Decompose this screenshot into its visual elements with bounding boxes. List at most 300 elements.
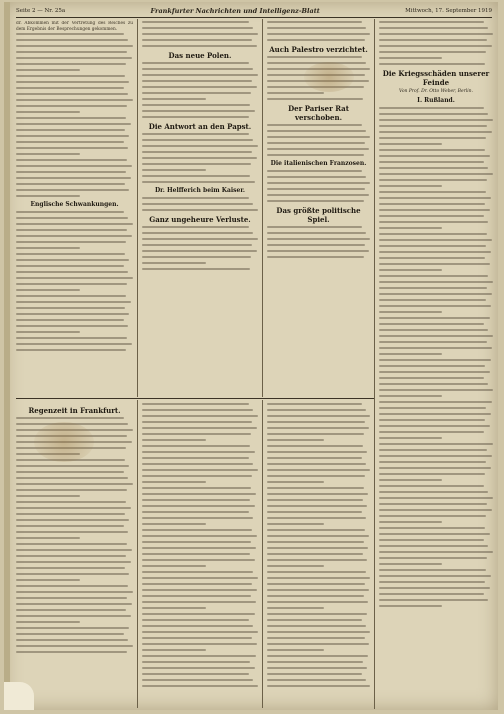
- text-block: [142, 21, 258, 47]
- text-line: [16, 147, 128, 149]
- text-line: [379, 299, 486, 301]
- text-line: [16, 57, 132, 59]
- text-line: [267, 427, 369, 429]
- text-line: [379, 605, 442, 607]
- text-line: [267, 142, 365, 144]
- text-line: [142, 517, 253, 519]
- text-line: [16, 265, 124, 267]
- text-line: [16, 135, 129, 137]
- text-line: [379, 33, 493, 35]
- text-line: [142, 157, 257, 159]
- text-line: [16, 87, 124, 89]
- text-line: [16, 633, 124, 635]
- column-1: [16, 21, 133, 396]
- text-line: [16, 123, 131, 125]
- text-line: [16, 489, 127, 491]
- page-binding: [4, 2, 10, 710]
- headline: Die Kriegsschäden unserer Feinde: [382, 69, 490, 87]
- text-line: [142, 250, 257, 252]
- text-line: [267, 649, 324, 651]
- text-line: [267, 601, 368, 603]
- text-line: [16, 465, 129, 467]
- text-line: [16, 549, 132, 551]
- text-line: [267, 457, 362, 459]
- text-line: [379, 149, 485, 151]
- text-line: [379, 557, 487, 559]
- text-line: [379, 461, 486, 463]
- issue-date: Mittwoch, 17. September 1919: [405, 8, 492, 14]
- text-line: [142, 535, 257, 537]
- text-line: [379, 515, 486, 517]
- text-line: [379, 269, 442, 271]
- text-line: [267, 469, 370, 471]
- text-line: [142, 523, 206, 525]
- text-line: [142, 643, 257, 645]
- text-line: [16, 211, 124, 213]
- text-line: [142, 439, 206, 441]
- text-line: [16, 627, 129, 629]
- text-line: [379, 107, 484, 109]
- text-line: [379, 509, 492, 511]
- text-line: [379, 251, 491, 253]
- text-line: [142, 209, 258, 211]
- text-block: [142, 226, 258, 270]
- text-line: [379, 449, 487, 451]
- text-line: [267, 595, 364, 597]
- text-line: [16, 337, 127, 339]
- text-line: [142, 45, 257, 47]
- text-line: [379, 425, 490, 427]
- text-line: [142, 238, 258, 240]
- text-line: [142, 110, 255, 112]
- text-block: [267, 124, 370, 156]
- headline: Die Antwort an den Papst.: [148, 122, 252, 131]
- text-line: [16, 543, 127, 545]
- text-line: [267, 577, 370, 579]
- text-line: [267, 559, 367, 561]
- text-line: [379, 323, 484, 325]
- text-line: [142, 577, 258, 579]
- paper-stain: [304, 62, 354, 92]
- text-line: [142, 175, 250, 177]
- text-line: [267, 673, 362, 675]
- text-line: [16, 525, 124, 527]
- text-line: [379, 209, 490, 211]
- text-line: [16, 477, 128, 479]
- headline: Das neue Polen.: [168, 51, 232, 60]
- text-line: [142, 145, 258, 147]
- text-line: [267, 154, 364, 156]
- text-line: [142, 74, 258, 76]
- text-line: [379, 137, 486, 139]
- text-line: [379, 257, 485, 259]
- text-block: [379, 107, 493, 607]
- text-line: [267, 517, 366, 519]
- text-line: [142, 649, 206, 651]
- text-block: [16, 211, 133, 351]
- text-line: [267, 685, 370, 687]
- section-divider: [16, 398, 374, 399]
- text-line: [16, 99, 133, 101]
- text-line: [379, 167, 488, 169]
- text-line: [142, 469, 258, 471]
- column-rule: [374, 19, 375, 709]
- text-line: [267, 56, 362, 58]
- text-line: [267, 487, 364, 489]
- text-line: [267, 529, 365, 531]
- text-line: [379, 563, 442, 565]
- text-block: [267, 403, 370, 687]
- text-line: [142, 244, 252, 246]
- bottom-column-3: [267, 403, 370, 707]
- text-line: [16, 651, 127, 653]
- text-line: [267, 232, 366, 234]
- text-line: [16, 247, 80, 249]
- text-line: [267, 667, 367, 669]
- headline: Die italienischen Franzosen.: [270, 160, 367, 167]
- text-line: [16, 471, 124, 473]
- text-line: [142, 427, 257, 429]
- subheadline: I. Rußland.: [417, 97, 455, 104]
- text-line: [379, 239, 492, 241]
- text-line: [379, 581, 485, 583]
- text-line: [267, 523, 324, 525]
- text-line: [16, 295, 126, 297]
- text-line: [379, 521, 442, 523]
- text-line: [267, 33, 370, 35]
- text-line: [379, 479, 442, 481]
- text-line: [142, 268, 250, 270]
- column-rule: [137, 19, 138, 397]
- text-line: [142, 493, 256, 495]
- text-line: [379, 395, 442, 397]
- text-line: [142, 541, 251, 543]
- text-line: [379, 161, 484, 163]
- text-line: [16, 507, 131, 509]
- headline: Ganz ungeheure Verluste.: [149, 215, 251, 224]
- paper-stain: [34, 422, 94, 462]
- text-line: [16, 45, 133, 47]
- text-block: [267, 170, 370, 202]
- text-line: [267, 256, 364, 258]
- text-line: [142, 445, 250, 447]
- text-line: [379, 311, 442, 313]
- text-line: [16, 165, 132, 167]
- text-line: [267, 182, 370, 184]
- text-block: [267, 21, 370, 41]
- text-line: [142, 256, 251, 258]
- text-line: [379, 359, 491, 361]
- text-line: [267, 250, 369, 252]
- text-line: [142, 68, 253, 70]
- text-line: [16, 597, 127, 599]
- text-line: [379, 545, 488, 547]
- text-line: [379, 575, 491, 577]
- text-line: [267, 226, 362, 228]
- text-line: [267, 136, 370, 138]
- text-line: [379, 383, 488, 385]
- text-line: [379, 179, 487, 181]
- text-line: [379, 39, 487, 41]
- text-line: [16, 277, 133, 279]
- text-line: [16, 483, 133, 485]
- text-line: [16, 531, 128, 533]
- text-line: [267, 493, 368, 495]
- text-line: [142, 685, 258, 687]
- text-line: [379, 155, 490, 157]
- text-line: [379, 203, 485, 205]
- text-line: [267, 433, 364, 435]
- text-line: [267, 499, 363, 501]
- text-block: [142, 62, 258, 118]
- headline: Dr. Helfferich beim Kaiser.: [154, 187, 246, 194]
- text-line: [16, 567, 125, 569]
- headline: Das größte politische Spiel.: [276, 206, 361, 224]
- text-line: [267, 409, 366, 411]
- text-line: [16, 177, 131, 179]
- text-line: [379, 527, 485, 529]
- text-line: [379, 599, 488, 601]
- text-line: [267, 463, 366, 465]
- text-line: [142, 613, 255, 615]
- text-line: [16, 301, 131, 303]
- text-line: [267, 148, 369, 150]
- text-line: [142, 33, 258, 35]
- text-line: [142, 27, 253, 29]
- text-line: [142, 487, 251, 489]
- text-line: [16, 271, 128, 273]
- text-line: [142, 98, 206, 100]
- text-line: [142, 262, 206, 264]
- text-line: [379, 473, 485, 475]
- text-line: [379, 293, 492, 295]
- headline: Englische Schwankungen.: [30, 201, 119, 208]
- text-line: [142, 151, 252, 153]
- text-line: [16, 645, 133, 647]
- text-line: [142, 565, 206, 567]
- text-line: [379, 125, 487, 127]
- text-line: [142, 104, 250, 106]
- text-line: [379, 539, 484, 541]
- text-line: [16, 171, 126, 173]
- text-line: [379, 587, 490, 589]
- text-line: [142, 529, 252, 531]
- text-line: [142, 403, 249, 405]
- text-line: [16, 51, 127, 53]
- text-line: [379, 185, 442, 187]
- text-line: [379, 593, 484, 595]
- text-line: [142, 197, 249, 199]
- text-line: [379, 443, 493, 445]
- text-line: [379, 215, 484, 217]
- text-line: [267, 130, 366, 132]
- text-line: [267, 607, 324, 609]
- text-line: [142, 589, 257, 591]
- text-line: [142, 661, 250, 663]
- text-line: [379, 455, 492, 457]
- text-line: [379, 45, 492, 47]
- text-line: [16, 513, 125, 515]
- text-line: [379, 551, 493, 553]
- text-line: [16, 81, 129, 83]
- text-line: [16, 129, 125, 131]
- text-line: [142, 481, 206, 483]
- text-line: [379, 63, 485, 65]
- text-line: [267, 439, 324, 441]
- text-line: [142, 619, 249, 621]
- text-line: [267, 505, 367, 507]
- text-line: [142, 673, 249, 675]
- text-line: [379, 335, 493, 337]
- text-block: [379, 21, 493, 65]
- text-line: [142, 571, 253, 573]
- text-line: [16, 603, 132, 605]
- text-line: [16, 561, 131, 563]
- text-line: [16, 579, 80, 581]
- text-line: [142, 169, 206, 171]
- text-line: [16, 537, 80, 539]
- text-line: [142, 80, 252, 82]
- text-line: [267, 565, 324, 567]
- text-line: [142, 181, 255, 183]
- text-line: [142, 433, 251, 435]
- text-line: [379, 131, 492, 133]
- text-line: [379, 197, 491, 199]
- text-line: [16, 621, 80, 623]
- page-header: [16, 5, 492, 18]
- text-line: [379, 431, 484, 433]
- text-line: [16, 325, 128, 327]
- text-line: [16, 253, 125, 255]
- text-line: [267, 39, 365, 41]
- text-line: [142, 451, 255, 453]
- text-line: [379, 389, 493, 391]
- text-line: [267, 176, 366, 178]
- text-line: [267, 170, 362, 172]
- text-line: [379, 281, 493, 283]
- text-line: [379, 491, 488, 493]
- masthead: Frankfurter Nachrichten und Intelligenz-Blatt: [150, 7, 320, 15]
- text-line: [379, 497, 493, 499]
- text-line: [379, 191, 486, 193]
- text-line: [142, 679, 253, 681]
- text-line: [16, 259, 129, 261]
- text-line: [379, 287, 487, 289]
- text-line: [16, 609, 126, 611]
- text-line: [267, 619, 362, 621]
- text-line: [16, 111, 80, 113]
- text-line: [379, 413, 491, 415]
- text-line: [142, 415, 258, 417]
- text-line: [16, 105, 127, 107]
- text-line: [16, 555, 126, 557]
- text-line: [267, 631, 370, 633]
- text-line: [142, 583, 252, 585]
- text-line: [142, 655, 256, 657]
- text-line: [142, 92, 251, 94]
- text-line: [267, 21, 362, 23]
- text-line: [267, 445, 363, 447]
- text-line: [16, 283, 127, 285]
- column-2: [142, 21, 258, 396]
- text-line: [267, 511, 362, 513]
- text-line: [267, 92, 324, 94]
- text-line: [142, 421, 252, 423]
- text-line: [16, 235, 132, 237]
- text-line: [142, 499, 250, 501]
- text-line: [267, 238, 370, 240]
- text-line: [379, 419, 485, 421]
- text-line: [16, 141, 124, 143]
- text-line: [16, 495, 80, 497]
- text-line: [379, 533, 490, 535]
- text-line: [16, 75, 125, 77]
- text-line: [142, 667, 255, 669]
- text-line: [16, 319, 124, 321]
- text-line: [379, 569, 486, 571]
- text-line: [267, 679, 366, 681]
- text-line: [16, 223, 133, 225]
- text-line: [379, 341, 487, 343]
- text-line: [379, 437, 442, 439]
- text-line: [379, 401, 492, 403]
- text-line: [142, 226, 249, 228]
- text-line: [142, 601, 256, 603]
- text-line: [267, 98, 363, 100]
- text-line: [142, 547, 256, 549]
- text-line: [379, 503, 487, 505]
- text-block: [267, 226, 370, 258]
- text-line: [142, 607, 206, 609]
- text-line: [142, 553, 250, 555]
- text-line: [16, 195, 80, 197]
- text-line: [16, 241, 126, 243]
- text-line: [267, 27, 366, 29]
- text-line: [379, 57, 442, 59]
- text-line: [379, 371, 490, 373]
- text-line: [16, 189, 129, 191]
- text-line: [267, 194, 369, 196]
- text-line: [267, 421, 365, 423]
- text-line: [16, 639, 128, 641]
- text-line: [142, 463, 253, 465]
- text-line: [16, 519, 129, 521]
- text-line: [142, 625, 253, 627]
- text-line: [267, 475, 365, 477]
- text-block: [16, 33, 133, 197]
- newspaper-page: [4, 2, 498, 710]
- text-line: [16, 573, 129, 575]
- text-line: [16, 153, 80, 155]
- headline: Regenzeit in Frankfurt.: [28, 406, 121, 415]
- text-line: [267, 613, 367, 615]
- text-line: [142, 116, 249, 118]
- text-line: [379, 365, 485, 367]
- text-line: [267, 403, 362, 405]
- text-line: [379, 305, 491, 307]
- text-line: [379, 467, 491, 469]
- text-line: [142, 637, 252, 639]
- text-line: [16, 313, 129, 315]
- text-line: [379, 227, 442, 229]
- text-line: [267, 547, 368, 549]
- text-line: [16, 501, 126, 503]
- text-line: [379, 275, 488, 277]
- text-line: [267, 124, 362, 126]
- text-line: [142, 86, 257, 88]
- text-line: [379, 119, 493, 121]
- text-line: [379, 221, 488, 223]
